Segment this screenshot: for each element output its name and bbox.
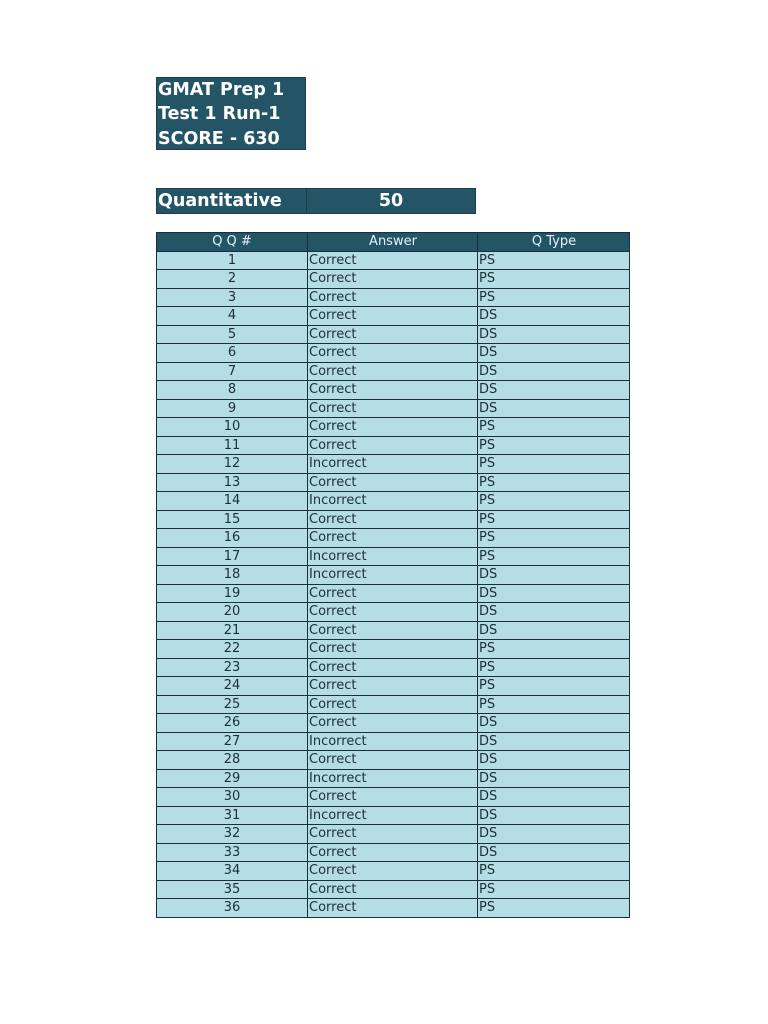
cell-question-type: PS (478, 547, 630, 566)
table-row (157, 806, 630, 825)
cell-question-type: PS (478, 473, 630, 492)
cell-answer: Correct (308, 344, 478, 363)
cell-answer: Correct (308, 307, 478, 326)
cell-answer: Correct (308, 270, 478, 289)
cell-question-type: DS (478, 566, 630, 585)
cell-question-type: DS (478, 603, 630, 622)
cell-question-number: 5 (157, 325, 308, 344)
cell-question-type: DS (478, 344, 630, 363)
table-row (157, 307, 630, 326)
question-table (156, 232, 630, 918)
cell-answer: Correct (308, 695, 478, 714)
column-header-qnum: Q Q # (157, 233, 308, 252)
table-row (157, 251, 630, 270)
cell-question-number: 10 (157, 418, 308, 437)
cell-answer: Correct (308, 843, 478, 862)
cell-question-type: PS (478, 251, 630, 270)
cell-answer: Correct (308, 788, 478, 807)
cell-question-type: PS (478, 880, 630, 899)
table-row (157, 510, 630, 529)
cell-question-number: 15 (157, 510, 308, 529)
cell-question-type: DS (478, 714, 630, 733)
cell-question-number: 25 (157, 695, 308, 714)
cell-question-number: 24 (157, 677, 308, 696)
table-row (157, 714, 630, 733)
table-row (157, 695, 630, 714)
cell-answer: Correct (308, 288, 478, 307)
table-row (157, 492, 630, 511)
cell-question-type: DS (478, 843, 630, 862)
cell-question-number: 19 (157, 584, 308, 603)
cell-answer: Correct (308, 825, 478, 844)
table-row (157, 825, 630, 844)
table-row (157, 288, 630, 307)
table-row (157, 566, 630, 585)
cell-answer: Incorrect (308, 732, 478, 751)
cell-question-number: 18 (157, 566, 308, 585)
cell-question-type: DS (478, 751, 630, 770)
cell-question-type: PS (478, 455, 630, 474)
cell-question-type: DS (478, 806, 630, 825)
cell-question-number: 33 (157, 843, 308, 862)
table-row (157, 751, 630, 770)
cell-question-type: PS (478, 529, 630, 548)
table-row (157, 658, 630, 677)
table-row (157, 880, 630, 899)
table-row (157, 547, 630, 566)
cell-answer: Incorrect (308, 806, 478, 825)
section-score: 50 (307, 188, 476, 214)
cell-question-number: 8 (157, 381, 308, 400)
cell-question-number: 6 (157, 344, 308, 363)
cell-question-type: PS (478, 288, 630, 307)
cell-answer: Incorrect (308, 769, 478, 788)
table-row (157, 621, 630, 640)
cell-question-number: 2 (157, 270, 308, 289)
cell-question-type: DS (478, 621, 630, 640)
table-body (157, 251, 630, 917)
cell-question-number: 23 (157, 658, 308, 677)
cell-question-number: 16 (157, 529, 308, 548)
cell-answer: Correct (308, 325, 478, 344)
cell-answer: Correct (308, 381, 478, 400)
cell-question-type: PS (478, 695, 630, 714)
cell-answer: Correct (308, 677, 478, 696)
cell-answer: Correct (308, 862, 478, 881)
cell-question-type: PS (478, 436, 630, 455)
cell-question-number: 4 (157, 307, 308, 326)
cell-question-number: 22 (157, 640, 308, 659)
table-row (157, 862, 630, 881)
table-row (157, 769, 630, 788)
cell-answer: Correct (308, 473, 478, 492)
cell-question-number: 9 (157, 399, 308, 418)
cell-question-type: DS (478, 362, 630, 381)
cell-question-number: 28 (157, 751, 308, 770)
cell-question-number: 26 (157, 714, 308, 733)
table-row (157, 732, 630, 751)
cell-answer: Incorrect (308, 492, 478, 511)
cell-answer: Correct (308, 251, 478, 270)
cell-answer: Correct (308, 899, 478, 918)
table-row (157, 899, 630, 918)
cell-answer: Correct (308, 621, 478, 640)
cell-question-type: DS (478, 732, 630, 751)
cell-question-number: 1 (157, 251, 308, 270)
cell-answer: Correct (308, 529, 478, 548)
cell-answer: Correct (308, 399, 478, 418)
cell-question-type: PS (478, 418, 630, 437)
cell-answer: Correct (308, 510, 478, 529)
cell-question-number: 17 (157, 547, 308, 566)
cell-question-type: PS (478, 270, 630, 289)
table-row (157, 270, 630, 289)
cell-question-number: 3 (157, 288, 308, 307)
cell-answer: Correct (308, 658, 478, 677)
cell-answer: Correct (308, 584, 478, 603)
table-row (157, 473, 630, 492)
table-row (157, 603, 630, 622)
cell-question-type: DS (478, 584, 630, 603)
table-row (157, 344, 630, 363)
title-line-1: GMAT Prep 1 (158, 80, 285, 100)
column-header-qtype: Q Type (478, 233, 630, 252)
cell-answer: Correct (308, 436, 478, 455)
cell-question-number: 35 (157, 880, 308, 899)
table-row (157, 788, 630, 807)
cell-question-type: DS (478, 769, 630, 788)
cell-answer: Correct (308, 880, 478, 899)
cell-question-type: DS (478, 325, 630, 344)
cell-question-type: DS (478, 399, 630, 418)
cell-question-number: 32 (157, 825, 308, 844)
cell-answer: Correct (308, 362, 478, 381)
section-label: Quantitative (156, 188, 307, 214)
cell-answer: Incorrect (308, 455, 478, 474)
cell-question-number: 27 (157, 732, 308, 751)
table-row (157, 529, 630, 548)
cell-question-type: PS (478, 677, 630, 696)
cell-answer: Correct (308, 640, 478, 659)
table-row (157, 677, 630, 696)
cell-question-type: DS (478, 307, 630, 326)
table-row (157, 399, 630, 418)
table-row (157, 584, 630, 603)
title-box (156, 77, 306, 150)
cell-question-number: 14 (157, 492, 308, 511)
cell-question-number: 31 (157, 806, 308, 825)
cell-question-type: PS (478, 510, 630, 529)
cell-question-number: 12 (157, 455, 308, 474)
cell-question-type: PS (478, 492, 630, 511)
cell-question-number: 13 (157, 473, 308, 492)
cell-question-type: PS (478, 862, 630, 881)
cell-question-type: DS (478, 825, 630, 844)
cell-question-number: 30 (157, 788, 308, 807)
cell-question-number: 29 (157, 769, 308, 788)
table-row (157, 325, 630, 344)
cell-answer: Incorrect (308, 566, 478, 585)
cell-question-number: 34 (157, 862, 308, 881)
table-row (157, 455, 630, 474)
cell-question-number: 21 (157, 621, 308, 640)
score-line: SCORE - 630 (158, 128, 280, 149)
cell-answer: Correct (308, 418, 478, 437)
column-header-answer: Answer (308, 233, 478, 252)
cell-answer: Correct (308, 751, 478, 770)
cell-answer: Incorrect (308, 547, 478, 566)
cell-question-type: DS (478, 788, 630, 807)
cell-answer: Correct (308, 714, 478, 733)
title-line-2: Test 1 Run-1 (158, 104, 281, 125)
cell-question-number: 20 (157, 603, 308, 622)
table-row (157, 362, 630, 381)
table-row (157, 640, 630, 659)
cell-question-type: DS (478, 381, 630, 400)
table-row (157, 381, 630, 400)
cell-question-type: PS (478, 640, 630, 659)
table-header-row (157, 233, 630, 252)
cell-answer: Correct (308, 603, 478, 622)
cell-question-number: 7 (157, 362, 308, 381)
section-score-bar (156, 188, 476, 214)
cell-question-type: PS (478, 658, 630, 677)
cell-question-type: PS (478, 899, 630, 918)
table-row (157, 418, 630, 437)
table-row (157, 436, 630, 455)
cell-question-number: 36 (157, 899, 308, 918)
cell-question-number: 11 (157, 436, 308, 455)
table-row (157, 843, 630, 862)
